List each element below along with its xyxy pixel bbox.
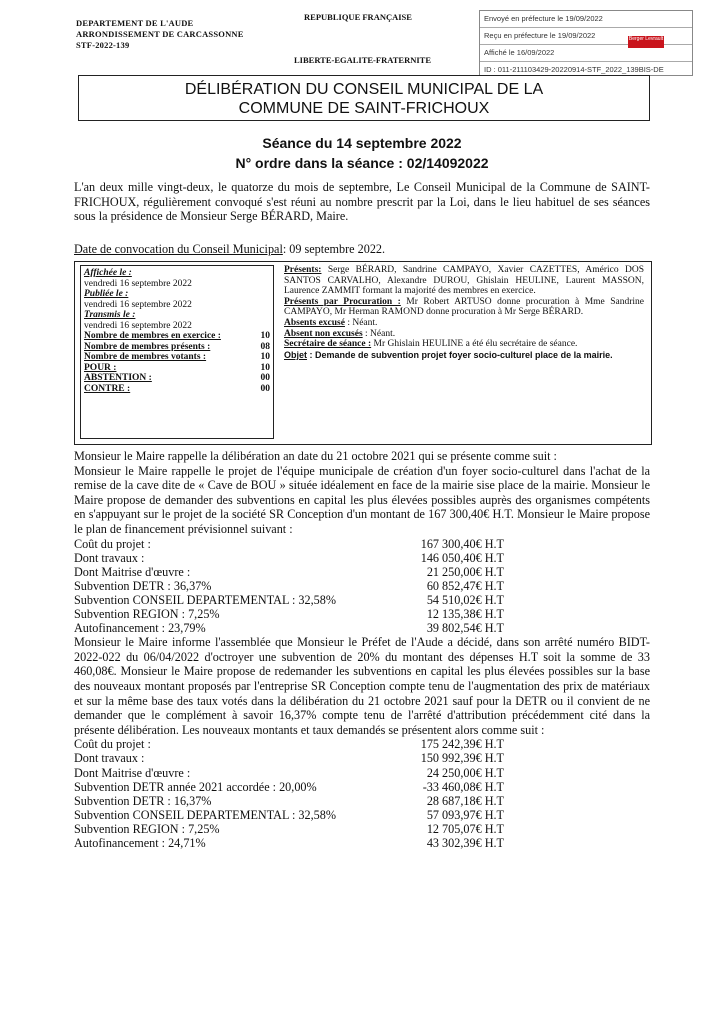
publiee-label: Publiée le : bbox=[84, 289, 129, 299]
affichee-value: vendredi 16 septembre 2022 bbox=[84, 278, 192, 289]
title-line-2: COMMUNE DE SAINT-FRICHOUX bbox=[238, 100, 490, 117]
count-row: POUR : 10 bbox=[84, 362, 270, 373]
financing-row bbox=[74, 822, 504, 836]
reference-line: STF-2022-139 bbox=[76, 40, 130, 50]
financing-row bbox=[74, 737, 504, 751]
financing-label: Dont Maitrise d'œuvre : bbox=[74, 765, 191, 780]
financing-label: Dont travaux : bbox=[74, 751, 145, 766]
arrondissement-line: ARRONDISSEMENT DE CARCASSONNE bbox=[76, 29, 244, 39]
department-line: DEPARTEMENT DE L'AUDE bbox=[76, 18, 194, 28]
financing-row bbox=[74, 579, 504, 593]
financing-row bbox=[74, 607, 504, 621]
body-paragraph: Monsieur le Maire informe l'assemblée que Monsieur le Préfet de l'Aude a décidé, dans son arrêté numéro BIDT-2022-022 du 06/04/2022 d'octroyer une subvention de 20% du montant des dépenses H.T soit la somme de 33 460,08€. Monsieur le Maire propose de redemander les subventions en capital les plus élevées possibles sur la base des nouveaux montant proposés par l'entreprise SR Conception compte tenu de l'augmentation des prix de matériaux et sur la même base des taux votés dans la délibération du 21 octobre 2021 sauf pour la DETR ou il convient de ne demander que le complément à savoir 16,37% compte tenu de l'arrêté d'attribution précédemment cité dans la présente délibération. Les nouveaux montants et taux demandés se présentent alors comme suit : bbox=[74, 635, 650, 737]
financing-row bbox=[74, 537, 504, 551]
seance-heading bbox=[60, 133, 664, 173]
count-row: Nombre de membres en exercice : 10 bbox=[84, 331, 270, 341]
body-paragraph: Monsieur le Maire rappelle le projet de l'équipe municipale de création d'un foyer socio-culturel dans l'achat de la remise de la cave dite de « Cave de BOU » située idéalement en face de la mairie sise place de la mairie. Monsieur le Maire propose de demander des subventions en capital les plus élevées possibles auprès des organismes compétents en s'appuyant sur le projet de la société SR Conception d'un montant de 167 300,40€ H.T. Monsieur le Maire propose le plan de financement prévisionnel suivant : bbox=[74, 463, 650, 536]
financing-label: Subvention REGION : 7,25% bbox=[74, 821, 220, 836]
affichee-label: Affichée le : bbox=[84, 268, 132, 278]
transmis-label: Transmis le : bbox=[84, 310, 136, 320]
republic-label: REPUBLIQUE FRANÇAISE bbox=[304, 12, 412, 22]
financing-amount: 12 135,38€ H.T bbox=[426, 607, 504, 622]
motto-label: LIBERTE-EGALITE-FRATERNITE bbox=[294, 55, 431, 65]
financing-label: Subvention REGION : 7,25% bbox=[74, 607, 220, 622]
financing-amount: 12 705,07€ H.T bbox=[426, 821, 504, 836]
financing-plan-2022 bbox=[74, 737, 504, 850]
count-row: Nombre de membres présents : 08 bbox=[84, 341, 270, 352]
financing-row bbox=[74, 766, 504, 780]
deliberation-title bbox=[78, 75, 650, 121]
count-row: CONTRE : 00 bbox=[84, 383, 270, 394]
attendance-details bbox=[284, 265, 644, 360]
body-paragraph: Monsieur le Maire rappelle la délibération an date du 21 octobre 2021 qui se présente comme suit : bbox=[74, 449, 557, 463]
financing-row bbox=[74, 751, 504, 765]
financing-amount: 60 852,47€ H.T bbox=[426, 578, 504, 593]
publication-counts-box bbox=[80, 265, 274, 439]
financing-label: Coût du projet : bbox=[74, 737, 151, 752]
financing-amount: 28 687,18€ H.T bbox=[426, 793, 504, 808]
deliberation-body bbox=[74, 449, 650, 850]
financing-amount: 54 510,02€ H.T bbox=[426, 592, 504, 607]
financing-amount: 21 250,00€ H.T bbox=[426, 564, 504, 579]
financing-label: Dont Maitrise d'œuvre : bbox=[74, 564, 191, 579]
convocation-value: : 09 septembre 2022. bbox=[282, 242, 386, 256]
financing-row bbox=[74, 565, 504, 579]
financing-row bbox=[74, 780, 504, 794]
financing-row bbox=[74, 621, 504, 635]
absents-excuse-block: Absents excusé : Néant. bbox=[284, 317, 378, 328]
financing-amount: 57 093,97€ H.T bbox=[426, 807, 504, 822]
convocation-date bbox=[74, 242, 650, 257]
secretaire-block: Secrétaire de séance : Mr Ghislain HEULINE a été élu secrétaire de séance. bbox=[284, 339, 578, 350]
financing-row bbox=[74, 593, 504, 607]
count-row: Nombre de membres votants : 10 bbox=[84, 352, 270, 362]
financing-row bbox=[74, 808, 504, 822]
financing-amount: 39 802,54€ H.T bbox=[426, 621, 504, 636]
intro-paragraph: L'an deux mille vingt-deux, le quatorze du mois de septembre, Le Conseil Municipal de la Commune de SAINT-FRICHOUX, régulièrement convoqué s'est réuni au nombre prescrit par la Loi, dans le lieu habituel de ses séances sous la présidence de Monsieur Serge BÉRARD, Maire. bbox=[74, 180, 650, 224]
received-by-prefecture: Reçu en préfecture le 19/09/2022 bbox=[480, 28, 692, 45]
act-id: ID : 011-211103429-20220914-STF_2022_139BIS-DE bbox=[484, 65, 664, 74]
department-header bbox=[76, 18, 244, 51]
financing-label: Subvention CONSEIL DEPARTEMENTAL : 32,58% bbox=[74, 807, 337, 822]
transmis-value: vendredi 16 septembre 2022 bbox=[84, 320, 192, 331]
presents-block: Présents: Serge BÉRARD, Sandrine CAMPAYO, Xavier CAZETTES, Américo DOS SANTOS CARVALHO, Alexandre DUROU, Ghislain HEULINE, Laurent MASSON, Laurence ZAMMIT formant la majorité des membres en exercice. bbox=[284, 265, 644, 297]
absent-non-excuse-block: Absent non excusés : Néant. bbox=[284, 328, 396, 339]
publiee-value: vendredi 16 septembre 2022 bbox=[84, 299, 192, 310]
financing-label: Subvention DETR année 2021 accordée : 20,00% bbox=[74, 779, 317, 794]
seance-date: Séance du 14 septembre 2022 bbox=[262, 135, 462, 151]
financing-amount: 43 302,39€ H.T bbox=[426, 836, 504, 851]
financing-label: Autofinancement : 24,71% bbox=[74, 836, 206, 851]
posted-date: Affiché le 16/09/2022 bbox=[480, 45, 692, 62]
financing-plan-2021 bbox=[74, 537, 504, 636]
financing-amount: 146 050,40€ H.T bbox=[420, 550, 504, 565]
financing-label: Dont travaux : bbox=[74, 550, 145, 565]
objet-block: Objet : Demande de subvention projet foyer socio-culturel place de la mairie. bbox=[284, 349, 613, 360]
financing-label: Subvention CONSEIL DEPARTEMENTAL : 32,58% bbox=[74, 592, 337, 607]
financing-row bbox=[74, 794, 504, 808]
financing-label: Subvention DETR : 16,37% bbox=[74, 793, 212, 808]
title-line-1: DÉLIBÉRATION DU CONSEIL MUNICIPAL DE LA bbox=[184, 81, 544, 98]
convocation-label: Date de convocation du Conseil Municipal bbox=[74, 242, 283, 256]
financing-row bbox=[74, 836, 504, 850]
berger-levrault-logo: Berger Levrault bbox=[628, 36, 664, 48]
procuration-block: Présents par Procuration : Mr Robert ARTUSO donne procuration à Mme Sandrine CAMPAYO, Mr Herman RAMOND donne procuration à Mr Serge BÉRARD. bbox=[284, 296, 645, 318]
sent-to-prefecture: Envoyé en préfecture le 19/09/2022 bbox=[480, 11, 692, 28]
financing-amount: 175 242,39€ H.T bbox=[420, 737, 504, 752]
seance-order-number: N° ordre dans la séance : 02/14092022 bbox=[235, 155, 489, 171]
financing-amount: -33 460,08€ H.T bbox=[422, 779, 504, 794]
count-row: ABSTENTION : 00 bbox=[84, 373, 270, 383]
financing-label: Coût du projet : bbox=[74, 536, 151, 551]
financing-label: Autofinancement : 23,79% bbox=[74, 621, 206, 636]
financing-amount: 150 992,39€ H.T bbox=[420, 751, 504, 766]
financing-amount: 24 250,00€ H.T bbox=[426, 765, 504, 780]
financing-row bbox=[74, 551, 504, 565]
financing-amount: 167 300,40€ H.T bbox=[420, 536, 504, 551]
financing-label: Subvention DETR : 36,37% bbox=[74, 578, 212, 593]
